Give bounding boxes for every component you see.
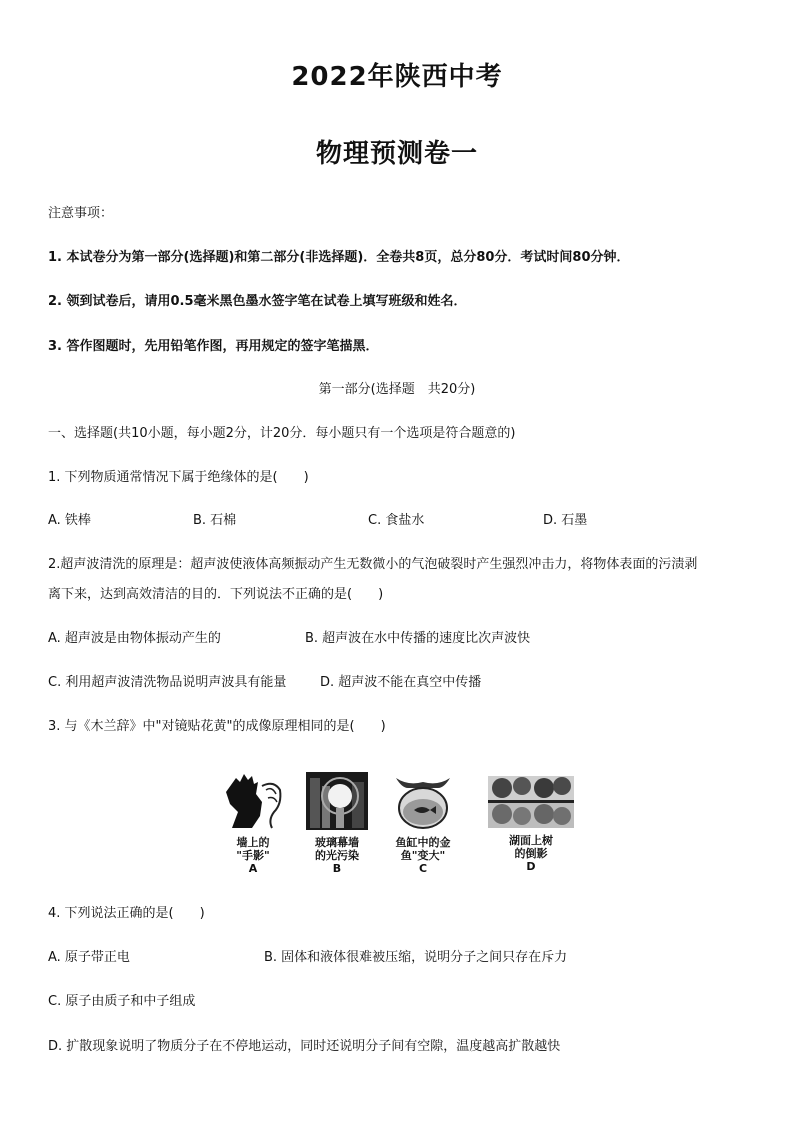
notice-item-3: 3. 答作图题时，先用铅笔作图，再用规定的签字笔描黑． — [48, 339, 379, 354]
question-3-image-b — [306, 772, 377, 875]
question-3-caption-a-line-1: 墙上的 — [236, 836, 270, 849]
question-3-caption-d-line-1: 湖面上树 — [509, 834, 553, 847]
notice-item-1: 1. 本试卷分为第一部分(选择题)和第二部分(非选择题)．全卷共8页，总分80分．考试时间80分钟． — [48, 250, 630, 265]
question-3-image-a — [222, 772, 293, 875]
question-3-label-b: B — [332, 862, 342, 875]
question-2-option-a: A. 超声波是由物体振动产生的 — [48, 631, 221, 646]
question-2-stem-line-2: 离下来，达到高效清洁的目的．下列说法不正确的是( ) — [48, 587, 384, 602]
question-3-caption-a-line-2: "手影" — [236, 849, 270, 862]
part-heading: 第一部分(选择题 共20分) — [318, 382, 476, 397]
question-4-option-a: A. 原子带正电 — [48, 950, 130, 965]
fishbowl-icon — [392, 772, 454, 830]
question-2-stem-line-1: 2.超声波清洗的原理是：超声波使液体高频振动产生无数微小的气泡破裂时产生强烈冲击力，将物体表面的污渍剥 — [48, 557, 698, 572]
question-2-option-d: D. 超声波不能在真空中传播 — [320, 675, 482, 690]
glass-curtain-wall-icon — [306, 772, 368, 830]
question-3-caption-c-line-2: 鱼"变大" — [400, 849, 446, 862]
page-title: 2022年陕西中考 — [291, 62, 503, 92]
question-3-label-c: C — [418, 862, 428, 875]
question-3-caption-c-line-1: 鱼缸中的金 — [395, 836, 451, 849]
question-1-option-d: D. 石墨 — [543, 513, 588, 528]
question-3-label-d: D — [526, 860, 536, 873]
question-4-option-c: C. 原子由质子和中子组成 — [48, 994, 196, 1009]
question-1-option-b: B. 石棉 — [193, 513, 237, 528]
question-3-caption-b-line-2: 的光污染 — [315, 849, 359, 862]
section-heading: 一、选择题(共10小题，每小题2分，计20分．每小题只有一个选项是符合题意的) — [48, 426, 516, 441]
question-1-stem: 1. 下列物质通常情况下属于绝缘体的是( ) — [48, 470, 309, 485]
tree-reflection-icon — [488, 776, 574, 828]
question-4-stem: 4. 下列说法正确的是( ) — [48, 906, 205, 921]
question-4-option-b: B. 固体和液体很难被压缩，说明分子之间只存在斥力 — [264, 950, 568, 965]
question-3-caption-d-line-2: 的倒影 — [514, 847, 548, 860]
question-2-option-b: B. 超声波在水中传播的速度比次声波快 — [305, 631, 531, 646]
notice-label: 注意事项： — [48, 206, 114, 221]
notice-item-2: 2. 领到试卷后，请用0.5毫米黑色墨水签字笔在试卷上填写班级和姓名． — [48, 294, 467, 309]
question-2-option-c: C. 利用超声波清洗物品说明声波具有能量 — [48, 675, 287, 690]
question-3-stem: 3. 与《木兰辞》中"对镜贴花黄"的成像原理相同的是( ) — [48, 719, 386, 734]
page-subtitle: 物理预测卷一 — [315, 139, 478, 169]
question-3-caption-b-line-1: 玻璃幕墙 — [315, 836, 359, 849]
question-1-option-c: C. 食盐水 — [368, 513, 425, 528]
question-3-image-d — [488, 776, 574, 873]
question-4-option-d: D. 扩散现象说明了物质分子在不停地运动，同时还说明分子间有空隙，温度越高扩散越快 — [48, 1039, 561, 1054]
question-3-image-c — [392, 772, 463, 875]
question-1-option-a: A. 铁棒 — [48, 513, 91, 528]
hand-shadow-icon — [222, 772, 284, 830]
question-3-label-a: A — [248, 862, 258, 875]
